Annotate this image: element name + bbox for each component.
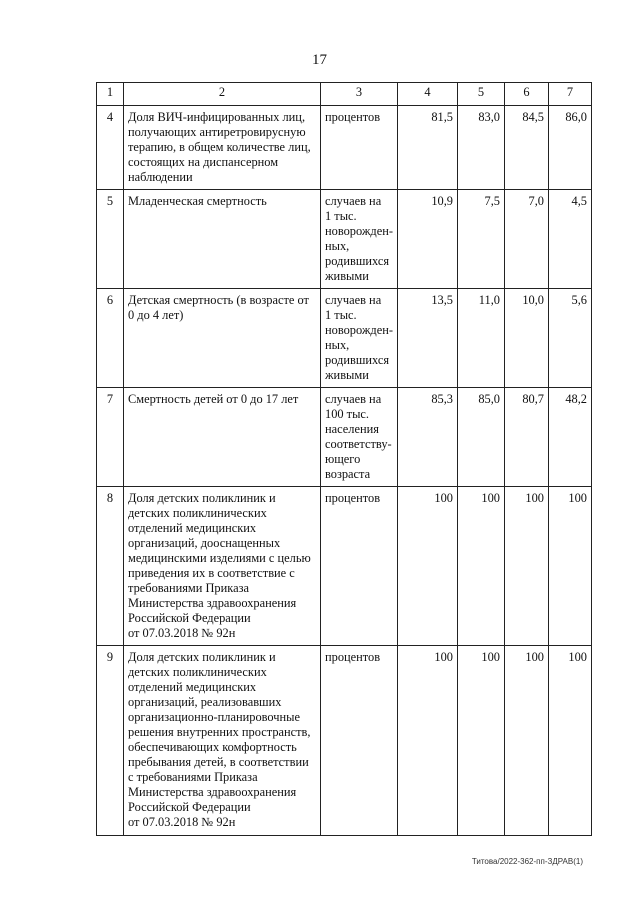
header-cell-col4: 4 [398, 83, 458, 106]
indicator-name-text: Смертность детей от 0 до 17 лет [128, 392, 299, 406]
table-row [97, 646, 592, 836]
value-col5: 7,5 [458, 190, 505, 289]
unit-text: случаев на 1 тыс. новорожден- ных, родившихся живыми [325, 194, 393, 283]
value-col6: 84,5 [505, 106, 549, 190]
value-col5: 100 [458, 487, 505, 646]
unit-cell [321, 487, 398, 646]
row-number: 5 [97, 190, 124, 289]
indicator-name-text: Доля ВИЧ-инфицированных лиц, получающих антиретровирусную терапию, в общем количестве лиц, состоящих на диспансерном наблюдении [128, 110, 311, 184]
unit-text: процентов [325, 650, 381, 664]
value-col5: 83,0 [458, 106, 505, 190]
value-col4: 13,5 [398, 289, 458, 388]
row-number: 7 [97, 388, 124, 487]
value-col6: 100 [505, 646, 549, 836]
unit-text: случаев на 1 тыс. новорожден- ных, родившихся живыми [325, 293, 393, 382]
value-col6: 80,7 [505, 388, 549, 487]
value-col4: 100 [398, 487, 458, 646]
value-col7: 5,6 [549, 289, 592, 388]
table-row [97, 289, 592, 388]
footer-document-code: Титова/2022-362-пп-ЗДРАВ(1) [471, 857, 583, 866]
value-col4: 100 [398, 646, 458, 836]
indicator-name [124, 190, 321, 289]
value-col4: 85,3 [398, 388, 458, 487]
indicator-name-text: Детская смертность (в возрасте от 0 до 4 лет) [128, 293, 309, 322]
table-header-row [97, 83, 592, 106]
row-number: 9 [97, 646, 124, 836]
indicator-name [124, 106, 321, 190]
table-row [97, 388, 592, 487]
value-col6: 10,0 [505, 289, 549, 388]
indicator-name-text: Младенческая смертность [128, 194, 267, 208]
header-cell-col2: 2 [124, 83, 321, 106]
value-col7: 4,5 [549, 190, 592, 289]
row-number: 6 [97, 289, 124, 388]
value-col5: 100 [458, 646, 505, 836]
value-col6: 7,0 [505, 190, 549, 289]
row-number: 8 [97, 487, 124, 646]
row-number: 4 [97, 106, 124, 190]
value-col7: 100 [549, 646, 592, 836]
value-col6: 100 [505, 487, 549, 646]
unit-cell [321, 190, 398, 289]
indicator-name [124, 388, 321, 487]
unit-cell [321, 388, 398, 487]
value-col7: 48,2 [549, 388, 592, 487]
unit-cell [321, 106, 398, 190]
value-col7: 100 [549, 487, 592, 646]
unit-text: процентов [325, 110, 381, 124]
unit-cell [321, 646, 398, 836]
unit-text: процентов [325, 491, 381, 505]
unit-cell [321, 289, 398, 388]
header-cell-col5: 5 [458, 83, 505, 106]
table-row [97, 487, 592, 646]
indicators-table [96, 82, 592, 836]
unit-text: случаев на 100 тыс. населения соответству- ющего возраста [325, 392, 392, 481]
indicator-name-text: Доля детских поликлиник и детских поликлинических отделений медицинских организаций, реализовавших организационно-планировочные решения внутренних пространств, обеспечивающих комфортность пребывания детей, в соответствии с требованиями Приказа Министерства здравоохранения Российской Федерации от 07.03.2018 № 92н [128, 650, 311, 829]
page-number: 17 [312, 52, 327, 68]
indicator-name-text: Доля детских поликлиник и детских поликлинических отделений медицинских организаций, дооснащенных медицинскими изделиями с целью приведения их в соответствие с требованиями Приказа Министерства здравоохранения Российской Федерации от 07.03.2018 № 92н [128, 491, 311, 640]
value-col7: 86,0 [549, 106, 592, 190]
indicator-name [124, 646, 321, 836]
value-col5: 85,0 [458, 388, 505, 487]
indicator-name [124, 487, 321, 646]
value-col4: 81,5 [398, 106, 458, 190]
header-cell-col1: 1 [97, 83, 124, 106]
table-row [97, 106, 592, 190]
value-col5: 11,0 [458, 289, 505, 388]
value-col4: 10,9 [398, 190, 458, 289]
indicator-name [124, 289, 321, 388]
header-cell-col3: 3 [321, 83, 398, 106]
table-row [97, 190, 592, 289]
header-cell-col6: 6 [505, 83, 549, 106]
header-cell-col7: 7 [549, 83, 592, 106]
